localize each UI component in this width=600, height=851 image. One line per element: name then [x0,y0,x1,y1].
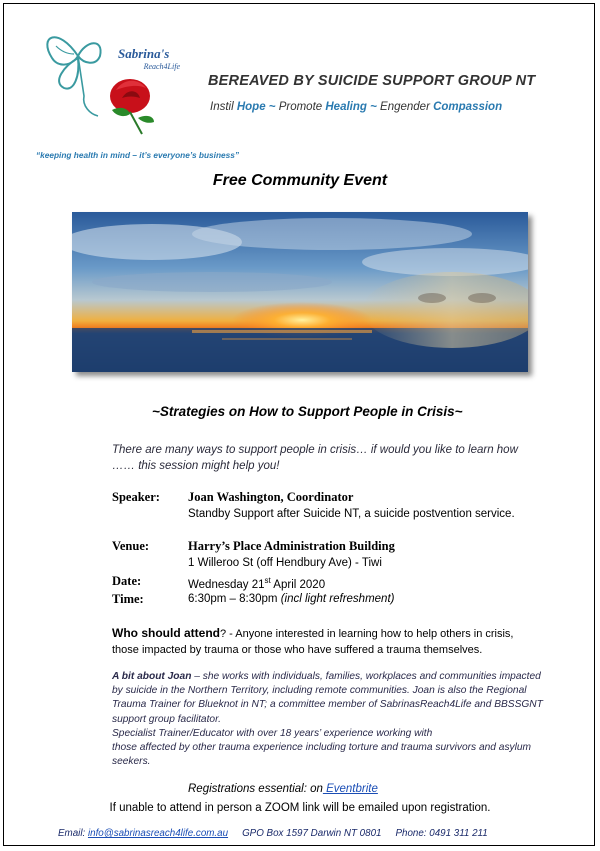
logo-name: Sabrina's [118,46,170,61]
footer-contact [58,828,488,839]
tagline-text: Instil [210,101,237,113]
speaker-label: Speaker: [112,490,160,504]
time-text: 6:30pm – 8:30pm [188,593,281,605]
logo-text [118,46,188,71]
speaker-org: Standby Support after Suicide NT, a suicide postvention service. [188,508,515,520]
org-title: BEREAVED BY SUICIDE SUPPORT GROUP NT [208,73,536,89]
who-text: ? - Anyone interested in learning how to help others in crisis, those impacted by trauma or those who have suffered a trauma themselves. [112,628,514,656]
eventbrite-link[interactable]: Eventbrite [322,783,378,795]
joan-line2: Specialist Trainer/Educator with over 18 years’ experience working with [112,727,433,739]
phone-number: Phone: 0491 311 211 [395,828,488,839]
tagline-healing: Healing ~ [325,101,377,113]
tagline-compassion: Compassion [433,101,503,113]
zoom-note: If unable to attend in person a ZOOM link will be emailed upon registration. [109,802,491,814]
joan-label: A bit about Joan [112,671,192,682]
joan-text: – she works with individuals, families, workplaces and communities impacted by suicide in the Northern Territory, including remote communities. Joan is also the Regional Trauma Trainer for Blueknot in NT; a committee member of SabrinasReach4Life and BBSSGNT support group facilitator. [112,671,543,725]
registration-text: Registrations essential: on [188,783,323,795]
about-joan [112,670,552,769]
who-label: Who should attend [112,626,220,640]
registration [188,783,378,795]
date-text: April 2020 [270,578,326,591]
date-label: Date: [112,574,142,588]
date-suffix: st [264,576,271,585]
email-link[interactable]: info@sabrinasreach4life.com.au [87,828,229,839]
sunset-sea-image [72,212,528,372]
email-label: Email: [58,828,88,839]
logo [38,26,186,140]
tagline-hope: Hope ~ [236,101,276,113]
venue-name: Harry’s Place Administration Building [188,539,395,553]
joan-line3: those affected by other trauma experience including torture and trauma survivors and asylum seekers. [112,742,532,768]
tagline-text: Promote [275,101,326,113]
event-title: Free Community Event [212,172,388,189]
speaker-name: Joan Washington, Coordinator [188,490,354,504]
tagline-text: Engender [376,101,434,113]
time-value [188,591,518,607]
postal-address: GPO Box 1597 Darwin NT 0801 [242,828,382,839]
speaker-value [188,489,518,522]
who-should-attend [112,626,542,658]
time-label: Time: [112,592,144,606]
logo-subname: Reach4Life [143,62,180,71]
date-text: Wednesday 21 [188,578,265,591]
time-note: (incl light refreshment) [280,593,395,605]
session-title: ~Strategies on How to Support People in Crisis~ [152,404,463,419]
intro-text: There are many ways to support people in crisis… if would you like to learn how …… this session might help you! [112,444,518,472]
date-value [188,573,518,593]
motto: “keeping health in mind – it’s everyone’s business” [36,150,240,160]
venue-value [188,538,518,571]
venue-address: 1 Willeroo St (off Hendbury Ave) - Tiwi [188,557,382,569]
butterfly-rose-icon [38,26,186,140]
venue-label: Venue: [112,539,150,553]
tagline [210,101,502,113]
